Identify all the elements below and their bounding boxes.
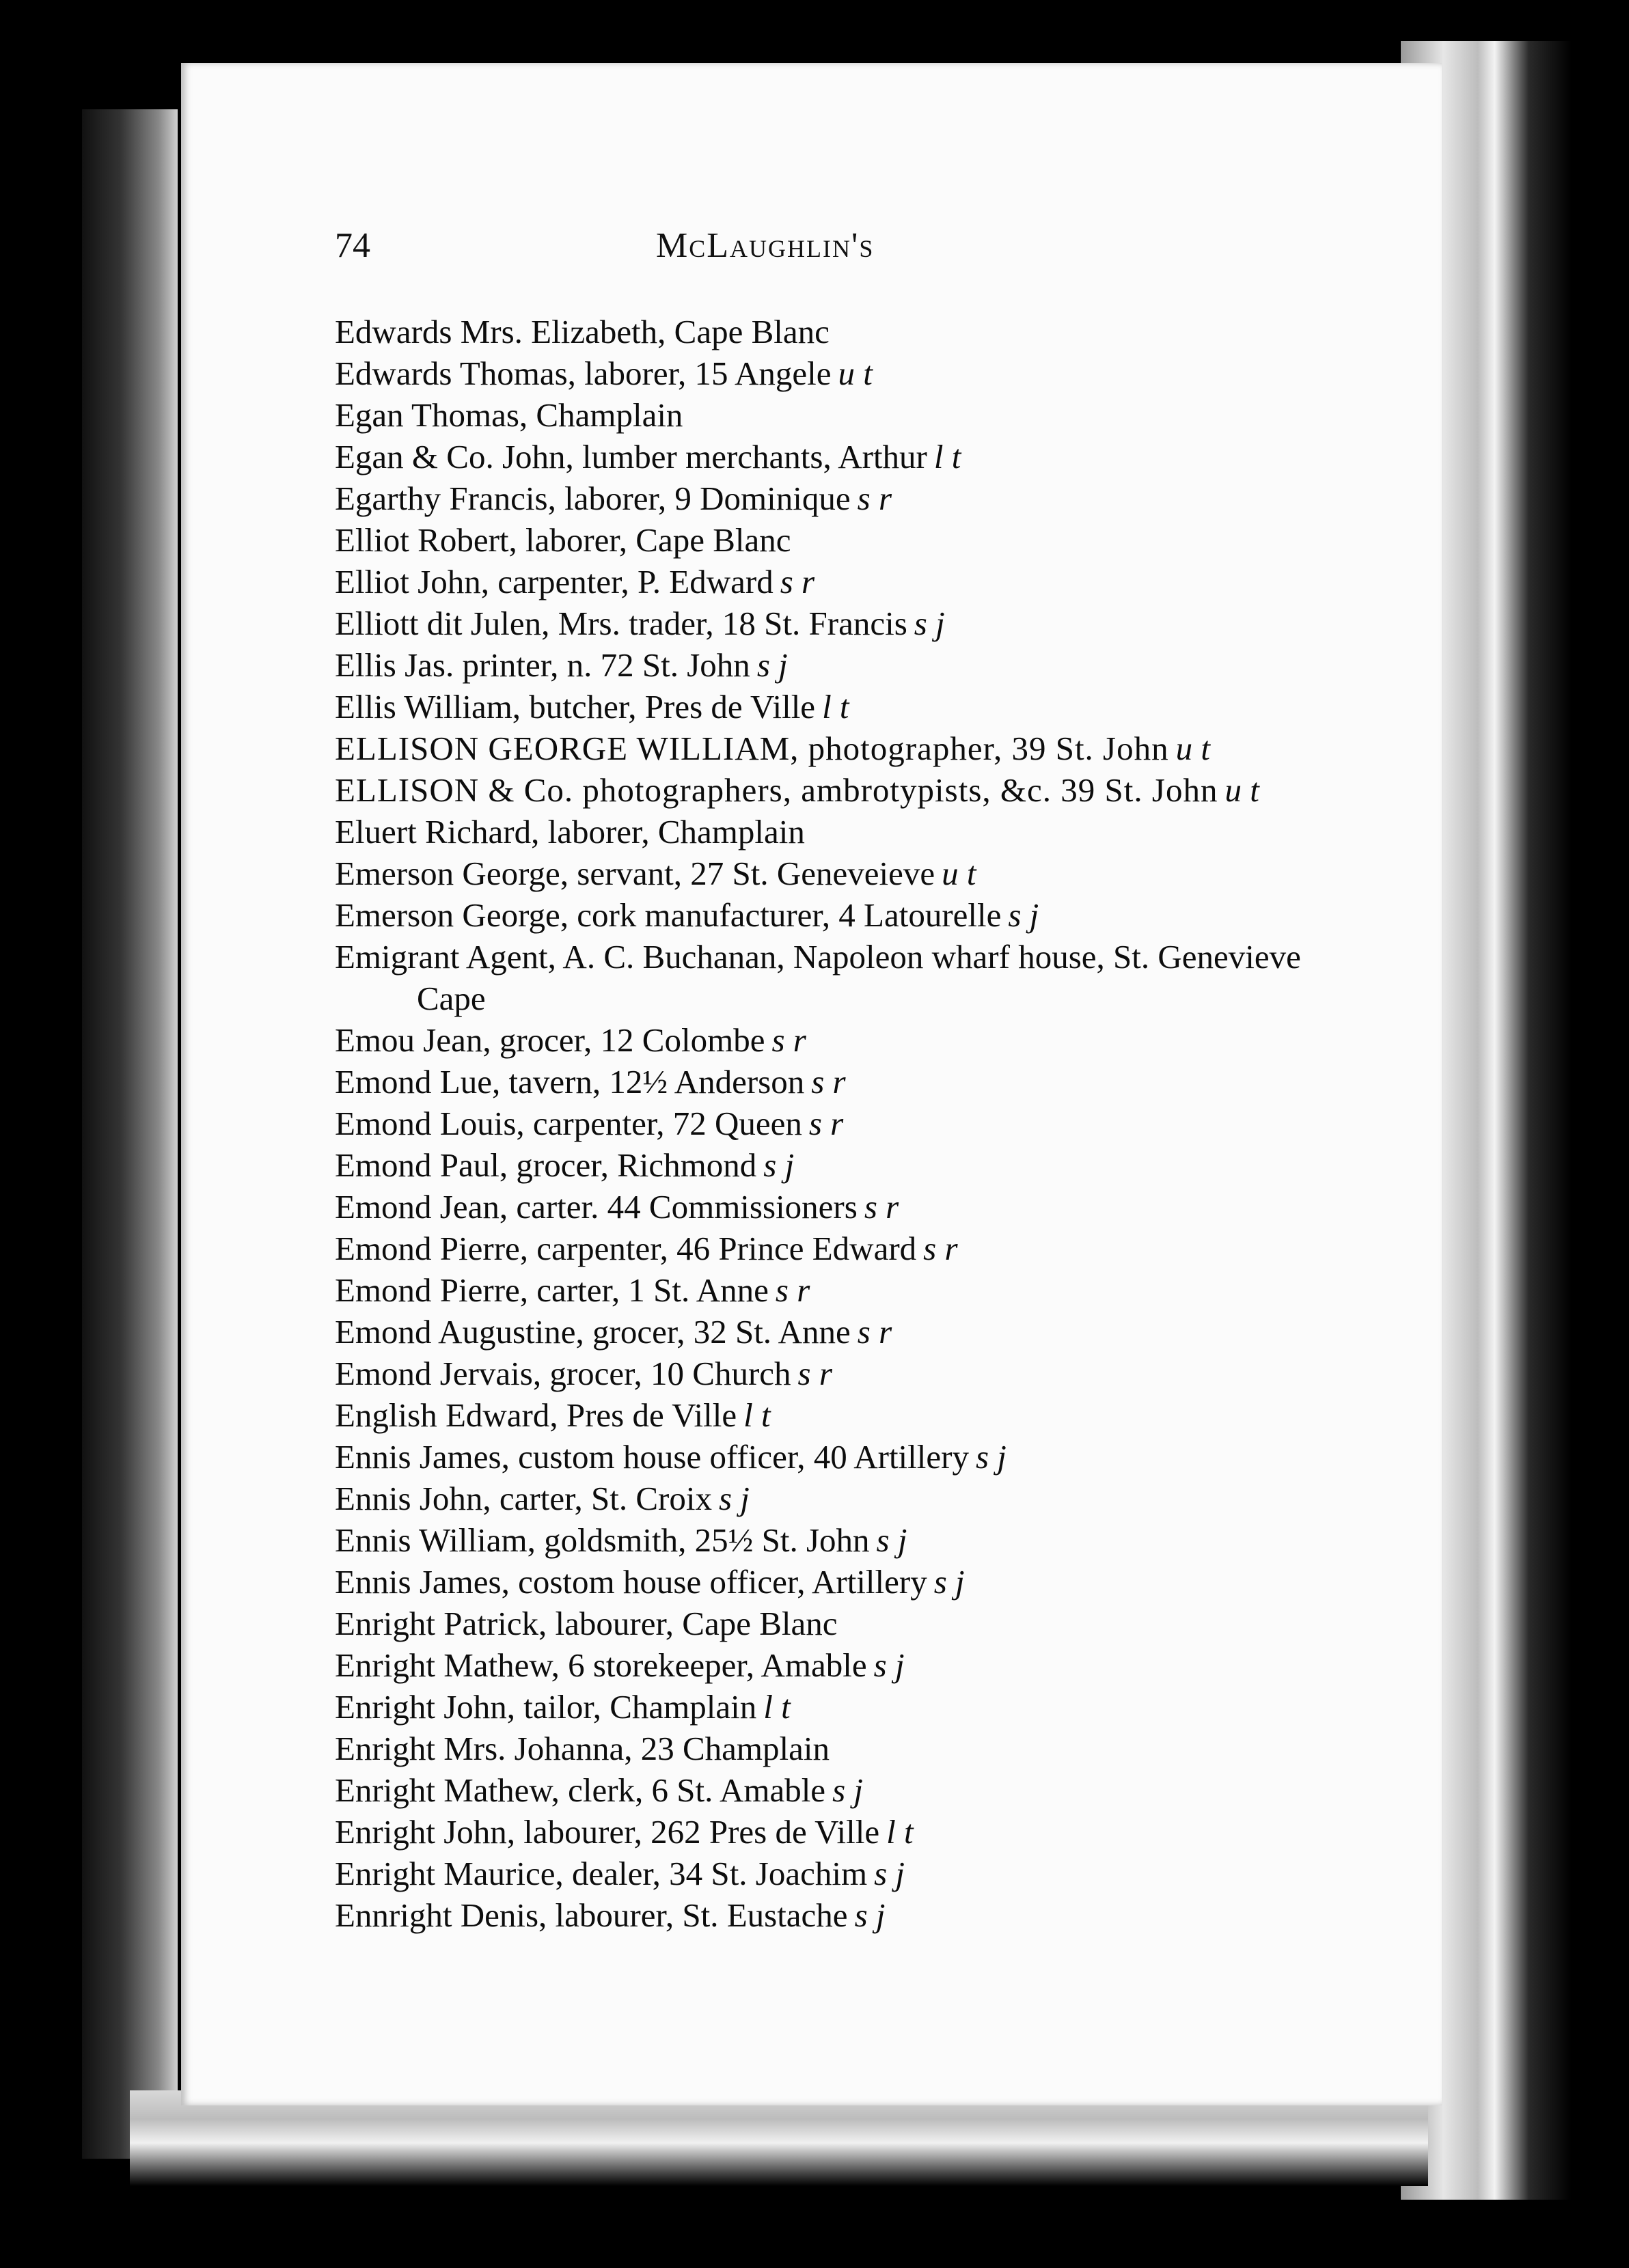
directory-entries xyxy=(335,311,1339,1936)
directory-entry xyxy=(335,1186,1339,1228)
directory-entry xyxy=(335,1519,1339,1561)
entry-text: Egan & Co. John, lumber merchants, Arthur xyxy=(335,438,927,475)
directory-entry xyxy=(335,811,1339,853)
entry-ward: l t xyxy=(763,1688,791,1726)
entry-ward: s j xyxy=(718,1480,750,1517)
entry-ward: s r xyxy=(775,1271,810,1309)
entry-text: ELLISON & Co. photographers, ambrotypists, &c. 39 St. John xyxy=(335,771,1218,809)
entry-text: Enright John, tailor, Champlain xyxy=(335,1688,757,1726)
entry-text: Emond Jean, carter. 44 Commissioners xyxy=(335,1188,858,1226)
directory-entry xyxy=(335,1853,1339,1894)
entry-ward: s r xyxy=(797,1355,832,1392)
directory-entry xyxy=(335,1603,1339,1644)
directory-entry xyxy=(335,644,1339,686)
directory-entry xyxy=(335,1103,1339,1144)
entry-ward: s r xyxy=(857,480,892,517)
entry-ward: s r xyxy=(808,1105,844,1142)
directory-entry xyxy=(335,394,1339,436)
entry-text: Edwards Thomas, laborer, 15 Angele xyxy=(335,355,832,392)
entry-text: Emigrant Agent, A. C. Buchanan, Napoleon wharf house, St. Genevieve Cape xyxy=(335,938,1301,1017)
entry-text: Ellis William, butcher, Pres de Ville xyxy=(335,688,816,725)
directory-entry xyxy=(335,728,1339,769)
entry-ward: s j xyxy=(854,1896,886,1934)
entry-text: Enright John, labourer, 262 Pres de Ville xyxy=(335,1813,880,1851)
entry-text: Enright Patrick, labourer, Cape Blanc xyxy=(335,1605,838,1642)
entry-text: Eluert Richard, laborer, Champlain xyxy=(335,813,805,850)
directory-entry xyxy=(335,1019,1339,1061)
entry-ward: s j xyxy=(933,1563,965,1601)
page-number: 74 xyxy=(335,226,370,265)
directory-entry xyxy=(335,1728,1339,1769)
directory-entry xyxy=(335,894,1339,936)
running-head: McLaughlin's xyxy=(656,226,875,265)
entry-text: Enright Maurice, dealer, 34 St. Joachim xyxy=(335,1855,868,1892)
entry-ward: s j xyxy=(873,1646,905,1684)
book-binding-edge xyxy=(82,109,178,2159)
directory-entry xyxy=(335,478,1339,519)
entry-text: ELLISON GEORGE WILLIAM, photographer, 39 St. John xyxy=(335,730,1169,767)
directory-entry xyxy=(335,1436,1339,1478)
directory-entry xyxy=(335,686,1339,728)
entry-ward: s j xyxy=(763,1146,795,1184)
entry-ward: s j xyxy=(874,1855,905,1892)
entry-ward: s r xyxy=(864,1188,899,1226)
directory-entry xyxy=(335,1811,1339,1853)
entry-text: Edwards Mrs. Elizabeth, Cape Blanc xyxy=(335,313,830,350)
directory-entry xyxy=(335,603,1339,644)
directory-entry xyxy=(335,1228,1339,1269)
entry-text: Ellis Jas. printer, n. 72 St. John xyxy=(335,646,750,684)
entry-text: Emond Pierre, carter, 1 St. Anne xyxy=(335,1271,769,1309)
entry-ward: s j xyxy=(876,1521,907,1559)
entry-text: Emond Paul, grocer, Richmond xyxy=(335,1146,757,1184)
entry-ward: s j xyxy=(914,605,945,642)
directory-entry xyxy=(335,1478,1339,1519)
directory-entry xyxy=(335,1061,1339,1103)
entry-text: Emerson George, cork manufacturer, 4 Latourelle xyxy=(335,896,1002,934)
directory-entry xyxy=(335,519,1339,561)
entry-ward: u t xyxy=(1224,771,1259,809)
entry-ward: s r xyxy=(771,1021,806,1059)
entry-text: Ennis William, goldsmith, 25½ St. John xyxy=(335,1521,870,1559)
directory-entry xyxy=(335,1561,1339,1603)
entry-text: Enright Mrs. Johanna, 23 Champlain xyxy=(335,1730,830,1767)
entry-ward: l t xyxy=(743,1396,771,1434)
directory-entry xyxy=(335,561,1339,603)
entry-ward: s j xyxy=(832,1771,863,1809)
entry-ward: s r xyxy=(923,1230,958,1267)
page-header xyxy=(335,225,1305,273)
directory-entry xyxy=(335,1644,1339,1686)
entry-text: Ennis John, carter, St. Croix xyxy=(335,1480,712,1517)
entry-text: Emond Pierre, carpenter, 46 Prince Edward xyxy=(335,1230,917,1267)
entry-text: Egarthy Francis, laborer, 9 Dominique xyxy=(335,480,851,517)
entry-text: Emond Jervais, grocer, 10 Church xyxy=(335,1355,791,1392)
directory-entry xyxy=(335,1394,1339,1436)
entry-ward: s j xyxy=(975,1438,1007,1476)
directory-entry xyxy=(335,352,1339,394)
directory-entry xyxy=(335,936,1339,1019)
entry-ward: s j xyxy=(756,646,788,684)
entry-text: Egan Thomas, Champlain xyxy=(335,396,683,434)
directory-entry xyxy=(335,769,1339,811)
directory-entry xyxy=(335,1769,1339,1811)
entry-text: Enright Mathew, 6 storekeeper, Amable xyxy=(335,1646,867,1684)
entry-ward: u t xyxy=(1175,730,1210,767)
entry-text: Emou Jean, grocer, 12 Colombe xyxy=(335,1021,765,1059)
entry-text: Emond Augustine, grocer, 32 St. Anne xyxy=(335,1313,851,1351)
entry-text: Ennis James, costom house officer, Artillery xyxy=(335,1563,927,1601)
entry-text: Elliot Robert, laborer, Cape Blanc xyxy=(335,521,791,559)
entry-text: English Edward, Pres de Ville xyxy=(335,1396,737,1434)
entry-text: Emerson George, servant, 27 St. Geneveieve xyxy=(335,855,935,892)
entry-ward: u t xyxy=(838,355,873,392)
directory-entry xyxy=(335,853,1339,894)
entry-text: Elliott dit Julen, Mrs. trader, 18 St. Francis xyxy=(335,605,907,642)
entry-ward: s r xyxy=(780,563,815,600)
entry-ward: s r xyxy=(811,1063,846,1101)
directory-entry xyxy=(335,1894,1339,1936)
directory-entry xyxy=(335,436,1339,478)
entry-text: Emond Louis, carpenter, 72 Queen xyxy=(335,1105,802,1142)
entry-text: Elliot John, carpenter, P. Edward xyxy=(335,563,774,600)
directory-entry xyxy=(335,1686,1339,1728)
entry-ward: u t xyxy=(942,855,976,892)
entry-text: Enright Mathew, clerk, 6 St. Amable xyxy=(335,1771,826,1809)
entry-text: Ennis James, custom house officer, 40 Artillery xyxy=(335,1438,969,1476)
entry-ward: s r xyxy=(857,1313,892,1351)
entry-text: Ennright Denis, labourer, St. Eustache xyxy=(335,1896,848,1934)
directory-entry xyxy=(335,1311,1339,1353)
entry-ward: l t xyxy=(822,688,849,725)
directory-entry xyxy=(335,311,1339,352)
entry-ward: l t xyxy=(886,1813,914,1851)
directory-entry xyxy=(335,1144,1339,1186)
entry-ward: l t xyxy=(933,438,961,475)
directory-entry xyxy=(335,1353,1339,1394)
entry-ward: s j xyxy=(1008,896,1039,934)
entry-text: Emond Lue, tavern, 12½ Anderson xyxy=(335,1063,805,1101)
directory-entry xyxy=(335,1269,1339,1311)
